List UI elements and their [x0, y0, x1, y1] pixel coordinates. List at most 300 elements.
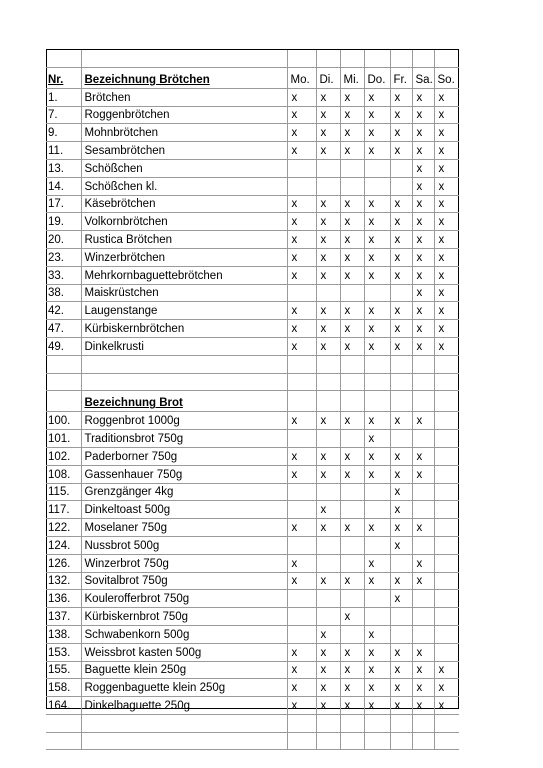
availability-mark: x	[364, 142, 390, 160]
availability-mark	[364, 590, 390, 608]
availability-mark: x	[412, 679, 434, 697]
brot-row	[46, 536, 459, 554]
availability-mark	[434, 643, 459, 661]
availability-mark: x	[390, 501, 412, 519]
availability-mark	[364, 284, 390, 302]
availability-mark: x	[390, 447, 412, 465]
availability-mark: x	[364, 124, 390, 142]
availability-mark	[316, 590, 340, 608]
day-header-mi: Mi.	[340, 67, 364, 88]
availability-mark: x	[340, 266, 364, 284]
availability-mark: x	[340, 679, 364, 697]
item-number: 33.	[46, 266, 81, 284]
availability-mark	[287, 159, 316, 177]
availability-mark: x	[434, 159, 459, 177]
broetchen-row	[46, 266, 459, 284]
item-name: Baguette klein 250g	[81, 661, 287, 679]
availability-mark	[316, 554, 340, 572]
availability-mark: x	[364, 302, 390, 320]
broetchen-row	[46, 231, 459, 249]
availability-mark	[287, 625, 316, 643]
availability-mark: x	[390, 106, 412, 124]
item-number: 1.	[46, 88, 81, 106]
availability-mark: x	[390, 88, 412, 106]
item-number: 23.	[46, 248, 81, 266]
availability-mark: x	[390, 412, 412, 430]
header-row-brot	[46, 391, 459, 412]
availability-mark: x	[364, 248, 390, 266]
availability-mark: x	[390, 536, 412, 554]
availability-mark: x	[287, 412, 316, 430]
availability-mark	[434, 519, 459, 537]
availability-mark	[434, 483, 459, 501]
day-header-so: So.	[434, 67, 459, 88]
availability-mark	[340, 483, 364, 501]
availability-mark	[287, 284, 316, 302]
item-number: 20.	[46, 231, 81, 249]
availability-mark	[364, 177, 390, 195]
availability-mark: x	[390, 697, 412, 715]
broetchen-row	[46, 106, 459, 124]
availability-mark: x	[434, 284, 459, 302]
item-number: 7.	[46, 106, 81, 124]
availability-mark	[287, 501, 316, 519]
availability-mark	[390, 608, 412, 626]
broetchen-rows	[46, 88, 459, 355]
empty-row	[46, 714, 459, 732]
item-number: 164.	[46, 697, 81, 715]
section-title-brot: Bezeichnung Brot	[81, 391, 287, 412]
availability-mark: x	[364, 643, 390, 661]
availability-mark: x	[412, 554, 434, 572]
item-number: 124.	[46, 536, 81, 554]
availability-mark: x	[412, 213, 434, 231]
availability-mark: x	[287, 661, 316, 679]
availability-mark: x	[364, 412, 390, 430]
item-name: Kürbiskernbrot 750g	[81, 608, 287, 626]
item-name: Schößchen kl.	[81, 177, 287, 195]
broetchen-row	[46, 248, 459, 266]
item-number: 136.	[46, 590, 81, 608]
brot-row	[46, 483, 459, 501]
availability-mark	[287, 590, 316, 608]
availability-mark: x	[316, 679, 340, 697]
availability-mark: x	[340, 412, 364, 430]
availability-mark: x	[364, 266, 390, 284]
availability-mark: x	[434, 177, 459, 195]
brot-row	[46, 572, 459, 590]
section-title-broetchen: Bezeichnung Brötchen	[81, 67, 287, 88]
availability-mark: x	[364, 519, 390, 537]
availability-mark	[340, 430, 364, 448]
item-name: Winzerbrötchen	[81, 248, 287, 266]
availability-mark: x	[434, 679, 459, 697]
availability-mark: x	[340, 142, 364, 160]
availability-mark: x	[340, 447, 364, 465]
day-header-sa: Sa.	[412, 67, 434, 88]
item-name: Roggenbaguette klein 250g	[81, 679, 287, 697]
item-number: 126.	[46, 554, 81, 572]
availability-mark: x	[364, 572, 390, 590]
item-name: Schwabenkorn 500g	[81, 625, 287, 643]
item-name: Mehrkornbaguettebrötchen	[81, 266, 287, 284]
availability-mark: x	[434, 248, 459, 266]
availability-mark: x	[390, 661, 412, 679]
item-number: 137.	[46, 608, 81, 626]
header-row-broetchen	[46, 67, 459, 88]
availability-mark: x	[412, 106, 434, 124]
availability-mark: x	[287, 679, 316, 697]
availability-mark	[364, 483, 390, 501]
availability-mark: x	[412, 231, 434, 249]
availability-mark	[434, 608, 459, 626]
availability-mark: x	[287, 231, 316, 249]
availability-mark	[412, 590, 434, 608]
availability-mark: x	[412, 142, 434, 160]
availability-mark	[364, 608, 390, 626]
brot-row	[46, 465, 459, 483]
broetchen-row	[46, 159, 459, 177]
brot-row	[46, 447, 459, 465]
availability-mark: x	[364, 554, 390, 572]
availability-mark: x	[287, 465, 316, 483]
availability-mark	[316, 159, 340, 177]
brot-row	[46, 679, 459, 697]
broetchen-row	[46, 213, 459, 231]
availability-mark	[412, 483, 434, 501]
availability-mark: x	[412, 447, 434, 465]
empty-row	[46, 732, 459, 750]
item-number: 132.	[46, 572, 81, 590]
availability-mark: x	[340, 302, 364, 320]
availability-mark: x	[340, 465, 364, 483]
availability-mark: x	[364, 447, 390, 465]
availability-mark	[287, 608, 316, 626]
availability-mark	[340, 284, 364, 302]
item-name: Sesambrötchen	[81, 142, 287, 160]
item-number: 13.	[46, 159, 81, 177]
availability-mark: x	[316, 501, 340, 519]
availability-mark: x	[316, 337, 340, 355]
item-name: Roggenbrot 1000g	[81, 412, 287, 430]
brot-row	[46, 697, 459, 715]
broetchen-row	[46, 177, 459, 195]
availability-mark: x	[316, 231, 340, 249]
availability-mark: x	[340, 661, 364, 679]
availability-mark: x	[287, 337, 316, 355]
availability-mark: x	[340, 320, 364, 338]
availability-mark: x	[340, 213, 364, 231]
availability-mark: x	[390, 519, 412, 537]
broetchen-row	[46, 195, 459, 213]
availability-mark: x	[390, 302, 412, 320]
availability-mark: x	[287, 302, 316, 320]
item-number: 108.	[46, 465, 81, 483]
availability-mark: x	[340, 643, 364, 661]
availability-mark: x	[412, 661, 434, 679]
availability-mark	[434, 536, 459, 554]
broetchen-row	[46, 302, 459, 320]
item-number: 155.	[46, 661, 81, 679]
item-name: Paderborner 750g	[81, 447, 287, 465]
availability-mark: x	[287, 447, 316, 465]
availability-mark: x	[287, 213, 316, 231]
item-number: 42.	[46, 302, 81, 320]
item-name: Schößchen	[81, 159, 287, 177]
availability-mark	[434, 572, 459, 590]
availability-mark: x	[287, 643, 316, 661]
availability-mark	[390, 430, 412, 448]
availability-mark: x	[316, 142, 340, 160]
brot-row	[46, 554, 459, 572]
availability-mark	[340, 625, 364, 643]
item-name: Nussbrot 500g	[81, 536, 287, 554]
availability-mark: x	[390, 572, 412, 590]
availability-mark: x	[340, 231, 364, 249]
availability-mark	[434, 465, 459, 483]
item-name: Mohnbrötchen	[81, 124, 287, 142]
item-number: 102.	[46, 447, 81, 465]
item-name: Maiskrüstchen	[81, 284, 287, 302]
availability-mark: x	[434, 231, 459, 249]
availability-mark: x	[412, 697, 434, 715]
availability-mark: x	[412, 124, 434, 142]
availability-mark: x	[340, 337, 364, 355]
item-number: 115.	[46, 483, 81, 501]
availability-mark: x	[316, 412, 340, 430]
item-number: 11.	[46, 142, 81, 160]
availability-mark: x	[316, 697, 340, 715]
availability-mark: x	[412, 519, 434, 537]
availability-mark	[340, 159, 364, 177]
availability-mark: x	[390, 679, 412, 697]
broetchen-row	[46, 124, 459, 142]
availability-mark: x	[390, 590, 412, 608]
availability-mark	[316, 430, 340, 448]
availability-mark	[390, 625, 412, 643]
availability-mark	[390, 177, 412, 195]
availability-mark	[340, 177, 364, 195]
availability-mark: x	[316, 320, 340, 338]
item-name: Gassenhauer 750g	[81, 465, 287, 483]
broetchen-row	[46, 337, 459, 355]
availability-mark: x	[434, 337, 459, 355]
availability-mark: x	[340, 195, 364, 213]
availability-mark: x	[364, 679, 390, 697]
availability-mark: x	[340, 572, 364, 590]
availability-mark: x	[364, 231, 390, 249]
item-name: Dinkelkrusti	[81, 337, 287, 355]
availability-mark: x	[316, 519, 340, 537]
availability-mark: x	[412, 465, 434, 483]
broetchen-row	[46, 320, 459, 338]
availability-mark: x	[316, 88, 340, 106]
availability-mark: x	[412, 195, 434, 213]
availability-mark: x	[412, 302, 434, 320]
availability-mark	[340, 536, 364, 554]
availability-mark: x	[287, 519, 316, 537]
brot-row	[46, 430, 459, 448]
availability-mark	[434, 430, 459, 448]
availability-mark: x	[412, 320, 434, 338]
availability-mark: x	[412, 572, 434, 590]
availability-mark: x	[340, 697, 364, 715]
availability-mark: x	[287, 554, 316, 572]
availability-mark: x	[434, 266, 459, 284]
availability-mark	[390, 159, 412, 177]
availability-mark: x	[434, 320, 459, 338]
availability-mark: x	[364, 106, 390, 124]
item-name: Moselaner 750g	[81, 519, 287, 537]
empty-row	[46, 355, 459, 373]
item-number: 117.	[46, 501, 81, 519]
availability-mark	[390, 554, 412, 572]
availability-mark: x	[287, 88, 316, 106]
availability-mark: x	[287, 142, 316, 160]
availability-mark: x	[316, 266, 340, 284]
availability-mark: x	[287, 106, 316, 124]
availability-mark: x	[434, 697, 459, 715]
availability-mark: x	[340, 88, 364, 106]
broetchen-row	[46, 88, 459, 106]
availability-mark: x	[390, 195, 412, 213]
availability-mark: x	[316, 465, 340, 483]
availability-mark: x	[340, 248, 364, 266]
availability-mark: x	[340, 519, 364, 537]
day-header-mo: Mo.	[287, 67, 316, 88]
brot-row	[46, 519, 459, 537]
availability-mark: x	[364, 661, 390, 679]
availability-mark: x	[434, 661, 459, 679]
availability-mark: x	[390, 643, 412, 661]
availability-mark: x	[412, 159, 434, 177]
availability-mark: x	[316, 572, 340, 590]
brot-row	[46, 643, 459, 661]
availability-mark	[434, 590, 459, 608]
availability-mark: x	[316, 661, 340, 679]
availability-mark	[287, 536, 316, 554]
day-header-do: Do.	[364, 67, 390, 88]
availability-mark	[434, 554, 459, 572]
availability-mark	[287, 430, 316, 448]
availability-mark: x	[364, 465, 390, 483]
availability-mark: x	[364, 213, 390, 231]
availability-mark: x	[287, 266, 316, 284]
item-name: Weissbrot kasten 500g	[81, 643, 287, 661]
availability-mark: x	[434, 213, 459, 231]
availability-mark: x	[340, 106, 364, 124]
availability-mark: x	[390, 124, 412, 142]
availability-mark: x	[287, 320, 316, 338]
availability-mark: x	[434, 142, 459, 160]
availability-mark: x	[364, 195, 390, 213]
availability-mark: x	[316, 447, 340, 465]
availability-mark	[412, 501, 434, 519]
item-number: 101.	[46, 430, 81, 448]
availability-mark: x	[287, 572, 316, 590]
broetchen-row	[46, 142, 459, 160]
availability-mark	[412, 430, 434, 448]
availability-mark: x	[412, 88, 434, 106]
availability-mark: x	[364, 88, 390, 106]
item-number: 153.	[46, 643, 81, 661]
availability-mark: x	[412, 266, 434, 284]
availability-mark	[340, 501, 364, 519]
availability-mark	[434, 412, 459, 430]
availability-mark: x	[316, 106, 340, 124]
availability-mark: x	[316, 625, 340, 643]
availability-mark	[364, 501, 390, 519]
availability-mark: x	[434, 195, 459, 213]
availability-mark	[364, 159, 390, 177]
item-number: 17.	[46, 195, 81, 213]
brot-row	[46, 590, 459, 608]
availability-mark: x	[287, 195, 316, 213]
availability-mark: x	[287, 697, 316, 715]
availability-mark: x	[412, 643, 434, 661]
availability-mark: x	[434, 88, 459, 106]
availability-mark: x	[390, 231, 412, 249]
availability-mark: x	[316, 302, 340, 320]
availability-mark: x	[390, 337, 412, 355]
availability-mark	[364, 536, 390, 554]
availability-mark	[287, 177, 316, 195]
brot-row	[46, 608, 459, 626]
broetchen-row	[46, 284, 459, 302]
availability-mark: x	[340, 608, 364, 626]
availability-mark: x	[412, 248, 434, 266]
item-name: Koulerofferbrot 750g	[81, 590, 287, 608]
item-number: 9.	[46, 124, 81, 142]
availability-mark	[434, 625, 459, 643]
availability-mark: x	[390, 465, 412, 483]
availability-mark: x	[434, 124, 459, 142]
availability-mark: x	[412, 177, 434, 195]
brot-row	[46, 501, 459, 519]
item-name: Traditionsbrot 750g	[81, 430, 287, 448]
availability-mark	[412, 608, 434, 626]
item-name: Käsebrötchen	[81, 195, 287, 213]
availability-mark: x	[390, 483, 412, 501]
item-name: Dinkelbaguette 250g	[81, 697, 287, 715]
availability-mark: x	[316, 124, 340, 142]
availability-mark: x	[434, 106, 459, 124]
item-number: 122.	[46, 519, 81, 537]
availability-mark: x	[390, 142, 412, 160]
day-header-fr: Fr.	[390, 67, 412, 88]
availability-mark: x	[390, 320, 412, 338]
availability-mark: x	[316, 195, 340, 213]
item-number: 100.	[46, 412, 81, 430]
availability-mark: x	[316, 248, 340, 266]
availability-mark	[434, 447, 459, 465]
availability-mark	[316, 608, 340, 626]
item-number: 138.	[46, 625, 81, 643]
availability-mark: x	[287, 124, 316, 142]
item-name: Winzerbrot 750g	[81, 554, 287, 572]
availability-mark: x	[316, 213, 340, 231]
item-name: Volkornbrötchen	[81, 213, 287, 231]
item-number: 19.	[46, 213, 81, 231]
item-name: Kürbiskernbrötchen	[81, 320, 287, 338]
availability-mark	[340, 554, 364, 572]
brot-row	[46, 661, 459, 679]
empty-row	[46, 50, 459, 67]
brot-row	[46, 412, 459, 430]
item-name: Grenzgänger 4kg	[81, 483, 287, 501]
availability-mark: x	[364, 697, 390, 715]
item-number: 49.	[46, 337, 81, 355]
